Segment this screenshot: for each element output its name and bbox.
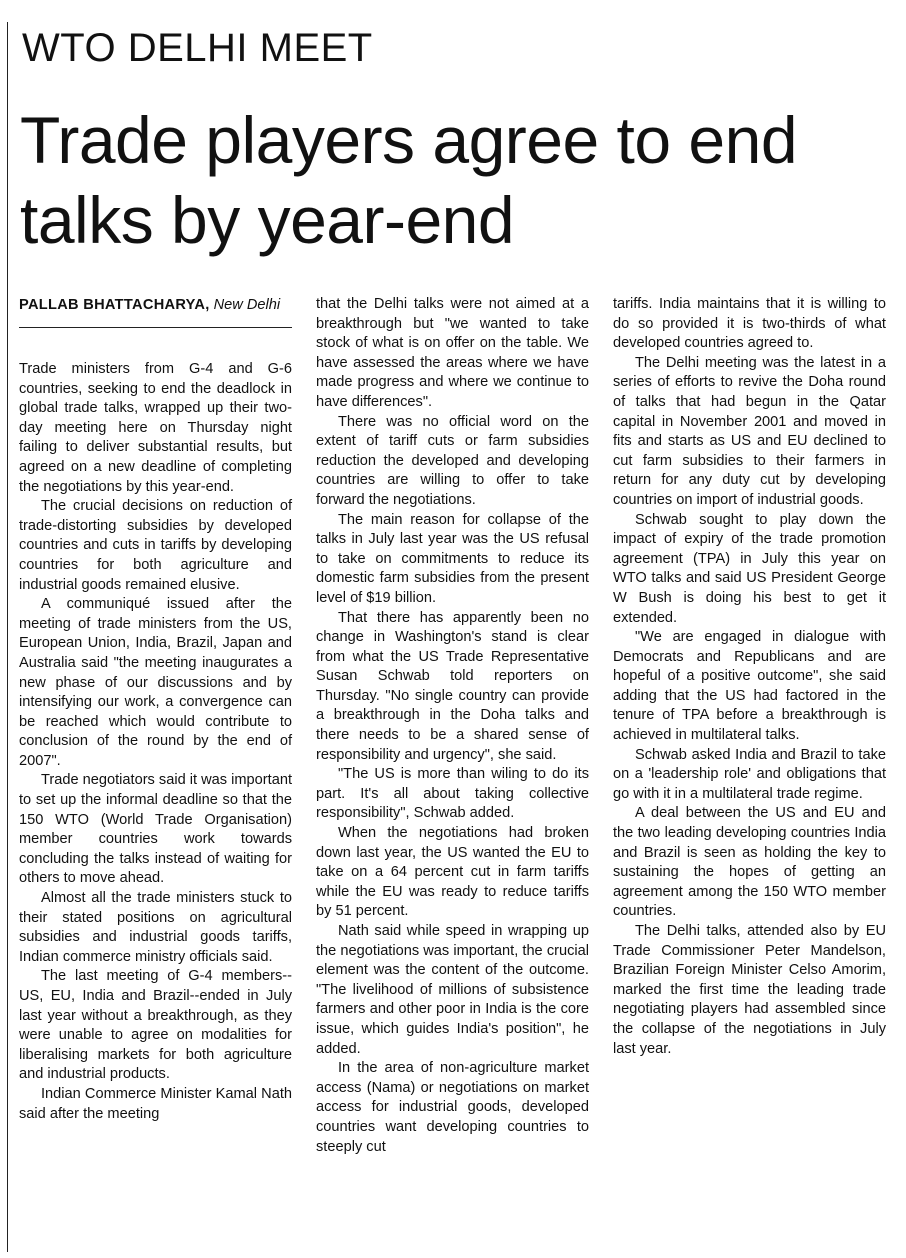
paragraph: tariffs. India maintains that it is willing to do so provided it is two-thirds of what developed countries agreed to.: [613, 296, 886, 352]
byline-author: PALLAB BHATTACHARYA,: [19, 297, 210, 313]
byline-dateline: New Delhi: [213, 297, 281, 313]
headline-line-2: talks by year-end: [20, 183, 515, 257]
paragraph: "We are engaged in dialogue with Democrats and Republicans and are hopeful of a positive outcome", she said adding that the US had factored in the tenure of TPA before a breakthrough is achieved in multilateral talks.: [613, 629, 886, 744]
paragraph: Trade negotiators said it was important to set up the informal deadline so that the 150 WTO (World Trade Organisation) member countries work towards concluding the talks instead of waiting for others to move ahead.: [19, 772, 292, 887]
headline-line-1: Trade players agree to end: [20, 103, 798, 177]
paragraph: Nath said while speed in wrapping up the negotiations was important, the crucial element was the content of the outcome. "The livelihood of millions of subsistence farmers and other poor in India is the core issue, which guides India's position", he added.: [316, 923, 589, 1057]
paragraph: "The US is more than wiling to do its part. It's all about taking collective responsibility", Schwab added.: [316, 766, 589, 822]
paragraph: The last meeting of G-4 members--US, EU, India and Brazil--ended in July last year without a breakthrough, as they were unable to agree on modalities for liberalising markets for both agriculture and industrial products.: [19, 968, 292, 1083]
paragraph: The crucial decisions on reduction of trade-distorting subsidies by developed countries and cuts in tariffs by developing countries for both agriculture and industrial goods remained elusive.: [19, 498, 292, 593]
paragraph: There was no official word on the extent of tariff cuts or farm subsidies reduction the developed and developing countries are willing to offer to take forward the negotiations.: [316, 413, 589, 508]
paragraph: Schwab sought to play down the impact of expiry of the trade promotion agreement (TPA) in July this year on WTO talks and said US President George W Bush is doing his best to get it extended.: [613, 511, 886, 626]
paragraph: Schwab asked India and Brazil to take on a 'leadership role' and obligations that go with it in a multilateral trade regime.: [613, 746, 886, 802]
paragraph: The main reason for collapse of the talks in July last year was the US refusal to take on commitments to reduce its domestic farm subsidies from the present level of $19 billion.: [316, 511, 589, 606]
byline: [19, 295, 292, 328]
paragraph: Trade ministers from G-4 and G-6 countries, seeking to end the deadlock in global trade talks, wrapped up their two-day meeting here on Thursday night failing to deliver substantial results, but agreed on a new deadline of completing the negotiations by this year-end.: [19, 361, 292, 495]
paragraph: In the area of non-agriculture market access (Nama) or negotiations on market access for industrial goods, developed countries want developing countries to steeply cut: [316, 1060, 589, 1155]
article-column-1: [19, 295, 292, 1124]
paragraph: The Delhi meeting was the latest in a series of efforts to revive the Doha round of talks that had begun in the Qatar capital in November 2001 and moved in fits and starts as US and EU declined to cut farm subsidies to their farmers in return for any duty cut by developing countries on import of industrial goods.: [613, 354, 886, 508]
section-kicker: WTO DELHI MEET: [22, 26, 373, 70]
paragraph: Almost all the trade ministers stuck to their stated positions on agricultural subsidies and industrial goods tariffs, Indian commerce ministry officials said.: [19, 890, 292, 965]
paragraph: That there has apparently been no change in Washington's stand is clear from what the US Trade Representative Susan Schwab told reporters on Thursday. "No single country can provide a breakthrough in the Doha talks and there needs to be a shared sense of responsibility and urgency", she said.: [316, 609, 589, 763]
paragraph: A communiqué issued after the meeting of trade ministers from the US, European Union, India, Brazil, Japan and Australia said "the meeting inaugurates a new phase of our discussions and by intensifying our work, a convergence can be reached which would contribute to conclusion of the round by the end of 2007".: [19, 596, 292, 769]
paragraph: A deal between the US and EU and the two leading developing countries India and Brazil is seen as holding the key to sustaining the hopes of getting an agreement among the 150 WTO member countries.: [613, 805, 886, 920]
paragraph: that the Delhi talks were not aimed at a breakthrough but "we wanted to take stock of what is on offer on the table. We have assessed the areas where we have made progress and where we continue to have differences".: [316, 296, 589, 410]
paragraph: Indian Commerce Minister Kamal Nath said after the meeting: [19, 1085, 292, 1122]
paragraph: The Delhi talks, attended also by EU Trade Commissioner Peter Mandelson, Brazilian Foreign Minister Celso Amorim, marked the first time the leading trade negotiating players had assembled since the collapse of the negotiations in July last year.: [613, 923, 886, 1057]
article-column-3: [613, 295, 886, 1059]
paragraph: When the negotiations had broken down last year, the US wanted the EU to take on a 64 percent cut in farm tariffs while the EU was ready to reduce tariffs by 51 percent.: [316, 825, 589, 920]
headline: [20, 100, 900, 260]
column-rule: [7, 22, 8, 1252]
article-column-2: [316, 295, 589, 1157]
